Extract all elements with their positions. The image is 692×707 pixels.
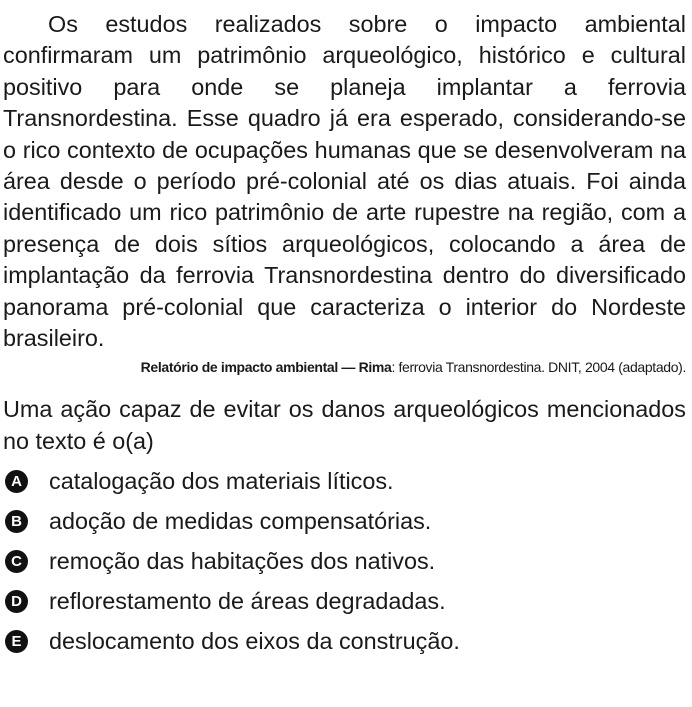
question-stem: Uma ação capaz de evitar os danos arqueológicos mencionados no texto é o(a) (3, 396, 686, 454)
option-letter-badge: C (5, 550, 28, 573)
option-text: reflorestamento de áreas degradadas. (49, 587, 446, 614)
option-e[interactable] (3, 621, 686, 661)
option-text: catalogação dos materiais líticos. (49, 467, 394, 494)
option-c[interactable] (3, 541, 686, 581)
option-d[interactable] (3, 581, 686, 621)
option-text: deslocamento dos eixos da construção. (49, 627, 460, 654)
answer-options (3, 461, 686, 661)
option-text: adoção de medidas compensatórias. (49, 507, 432, 534)
passage-text: Os estudos realizados sobre o impacto ambiental confirmaram um patrimônio arqueológico, histórico e cultural positivo para onde se planeja implantar a ferrovia Transnordestina. Esse quadro já era esperado, considerando-se o rico contexto de ocupações humanas que se desenvolveram na área desde o período pré-colonial até os dias atuais. Foi ainda identificado um rico patrimônio de arte rupestre na região, com a presença de dois sítios arqueológicos, colocando a área de implantação da ferrovia Transnordestina dentro do diversificado panorama pré-colonial que caracteriza o interior do Nordeste brasileiro. (3, 11, 686, 352)
option-text: remoção das habitações dos nativos. (49, 547, 436, 574)
option-b[interactable] (3, 501, 686, 541)
option-a[interactable] (3, 461, 686, 501)
option-letter-badge: E (5, 630, 28, 653)
citation (3, 357, 686, 377)
citation-title: Relatório de impacto ambiental — Rima (140, 359, 392, 376)
citation-details: : ferrovia Transnordestina. DNIT, 2004 (adaptado). (391, 359, 686, 376)
option-letter-badge: A (5, 470, 28, 493)
option-letter-badge: B (5, 510, 28, 533)
option-letter-badge: D (5, 590, 28, 613)
